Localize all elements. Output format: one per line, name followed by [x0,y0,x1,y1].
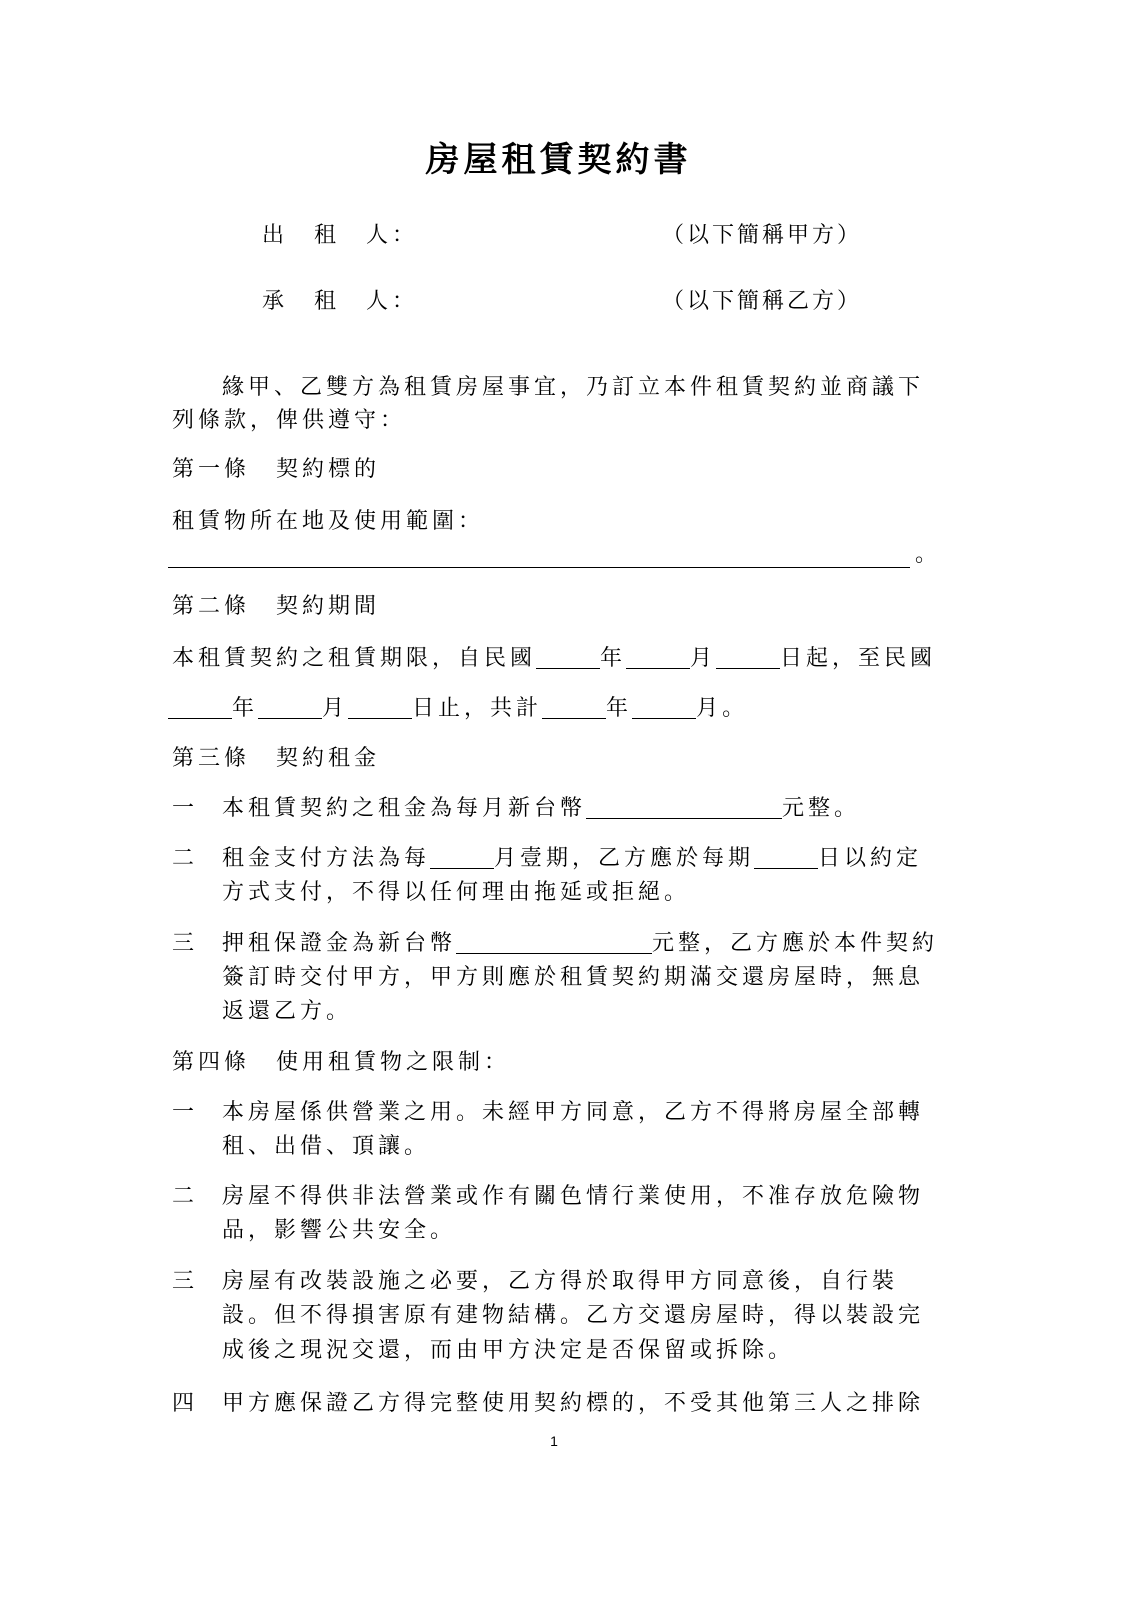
clause-line: 房屋有改裝設施之必要，乙方得於取得甲方同意後，自行裝 [222,1269,899,1294]
blank-line [542,698,606,719]
term-text: 年 [606,696,633,721]
clause-text: 日以約定 [818,846,923,871]
lessee-alias: （以下簡稱乙方） [662,289,863,314]
blank-line [258,698,322,719]
clause-line: 租、出借、頂讓。 [222,1134,431,1159]
term-text: 月。 [696,696,749,721]
clause-number: 三 [172,931,199,956]
blank-line [348,698,412,719]
blank-line [536,648,600,669]
article2-heading: 第二條 契約期間 [172,594,381,619]
clause-number: 三 [172,1269,199,1294]
clause-text: 元整，乙方應於本件契約 [652,931,939,956]
clause-number: 一 [172,796,199,821]
page-number: 1 [550,1433,558,1449]
clause-line [222,796,860,822]
term-text: 本租賃契約之租賃期限，自民國 [172,646,537,671]
clause-line: 房屋不得供非法營業或作有關色情行業使用，不准存放危險物 [222,1184,925,1209]
term-text: 月 [322,696,349,721]
clause-line: 簽訂時交付甲方，甲方則應於租賃契約期滿交還房屋時，無息 [222,965,925,990]
term-text: 年 [600,646,627,671]
article1-heading: 第一條 契約標的 [172,457,381,482]
document-title: 房屋租賃契約書 [425,140,692,180]
clause-line [222,846,922,872]
blank-line [716,648,780,669]
clause-text: 租金支付方法為每 [222,846,431,871]
blank-line [632,698,696,719]
clause-line: 本房屋係供營業之用。未經甲方同意，乙方不得將房屋全部轉 [222,1100,925,1125]
article3-heading: 第三條 契約租金 [172,746,381,771]
clause-line: 設。但不得損害原有建物結構。乙方交還房屋時，得以裝設完 [222,1303,925,1328]
article4-heading: 第四條 使用租賃物之限制： [172,1050,511,1075]
clause-line: 返還乙方。 [222,999,353,1024]
clause-text: 本租賃契約之租金為每月新台幣 [222,796,587,821]
article2-term-line [168,696,748,722]
clause-line [222,931,938,957]
term-text: 日起，至民國 [780,646,937,671]
clause-number: 二 [172,1184,199,1209]
blank-line [456,933,652,954]
blank-line [586,798,782,819]
clause-text: 元整。 [782,796,861,821]
article2-term-line [172,646,936,672]
lessor-label: 出 租 人： [262,223,419,248]
clause-text: 月壹期，乙方應於每期 [494,846,755,871]
preamble-line: 緣甲、乙雙方為租賃房屋事宜，乃訂立本件租賃契約並商議下 [222,375,925,400]
term-text: 年 [232,696,259,721]
clause-line: 方式支付，不得以任何理由拖延或拒絕。 [222,880,691,905]
term-text: 日止，共計 [412,696,543,721]
clause-line: 成後之現況交還，而由甲方決定是否保留或拆除。 [222,1338,795,1363]
clause-line: 甲方應保證乙方得完整使用契約標的，不受其他第三人之排除 [222,1391,925,1416]
preamble-line: 列條款，俾供遵守： [172,408,407,433]
article1-line-end: 。 [915,542,942,567]
article1-text: 租賃物所在地及使用範圍： [172,509,485,534]
lessor-alias: （以下簡稱甲方） [662,223,863,248]
clause-text: 押租保證金為新台幣 [222,931,457,956]
clause-line: 品，影響公共安全。 [222,1218,457,1243]
clause-number: 一 [172,1100,199,1125]
blank-line [754,848,818,869]
term-text: 月 [690,646,717,671]
blank-line [430,848,494,869]
clause-number: 四 [172,1391,199,1416]
location-blank-line [168,567,910,568]
clause-number: 二 [172,846,199,871]
blank-line [626,648,690,669]
blank-line [168,698,232,719]
lessee-label: 承 租 人： [262,289,419,314]
